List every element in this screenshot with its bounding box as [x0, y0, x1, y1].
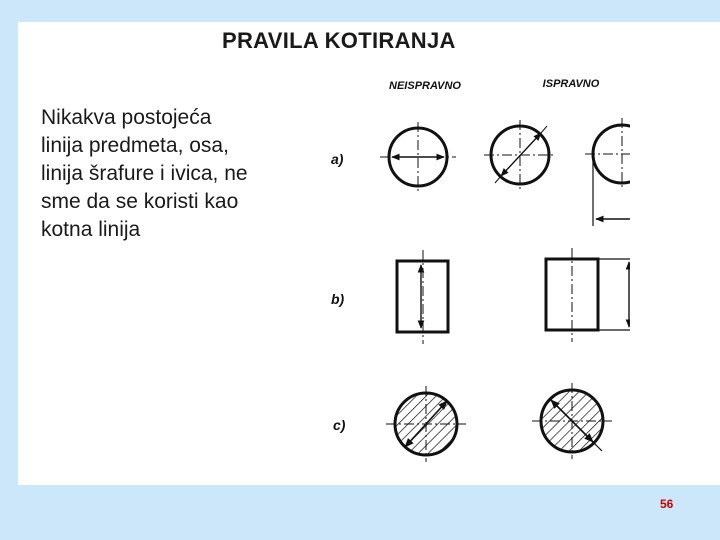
row-a-incorrect-circle	[380, 122, 456, 192]
row-b-incorrect-rect	[397, 250, 448, 344]
row-b-correct-rect	[546, 248, 630, 342]
body-line: Nikakva postojeća	[41, 106, 212, 129]
slide-title: PRAVILA KOTIRANJA	[222, 28, 456, 53]
row-c-incorrect-hatched-circle	[386, 386, 466, 462]
dimensioning-rules-drawing	[330, 62, 630, 472]
body-line: sme da se koristi kao	[41, 190, 239, 213]
header-wrong: NEISPRAVNO	[389, 80, 461, 92]
slide-body-text	[41, 104, 301, 244]
body-line: linija predmeta, osa,	[41, 134, 229, 157]
row-label-b: b)	[331, 291, 345, 307]
row-label-c: c)	[333, 417, 346, 433]
row-a-correct-circle-diagonal	[484, 120, 556, 190]
row-c-correct-hatched-circle	[532, 383, 612, 459]
page-number: 56	[660, 497, 674, 511]
body-line: kotna linija	[41, 218, 141, 241]
row-a-correct-circle-external	[585, 118, 630, 226]
header-right: ISPRAVNO	[542, 78, 600, 90]
row-label-a: a)	[331, 151, 344, 167]
body-line: linija šrafure i ivica, ne	[41, 162, 248, 185]
